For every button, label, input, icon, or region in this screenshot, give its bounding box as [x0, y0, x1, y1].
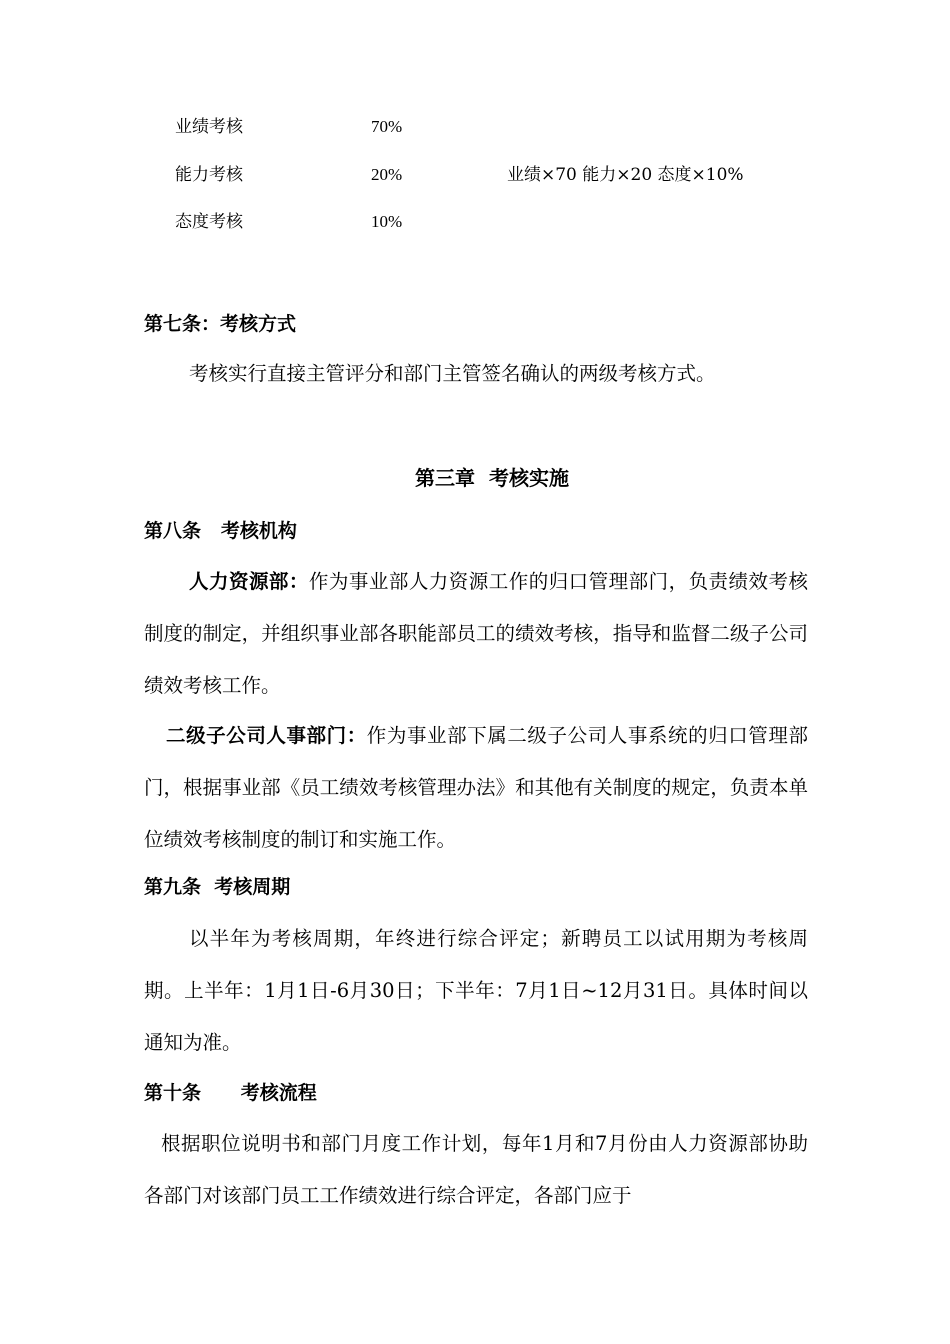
article-9-body: 以半年为考核周期，年终进行综合评定；新聘员工以试用期为考核周期。上半年：1月1日-6月30日；下半年：7月1日~12月31日。具体时间以通知为准。 [144, 927, 808, 1054]
weight-percent: 10% [371, 212, 403, 231]
article-7-body: 考核实行直接主管评分和部门主管签名确认的两级考核方式。 [189, 362, 716, 385]
article-10-body: 根据职位说明书和部门月度工作计划，每年1月和7月份由人力资源部协助各部门对该部门员工工作绩效进行综合评定，各部门应于 [144, 1132, 808, 1207]
subsidiary-hr-lead: 二级子公司人事部门： [166, 724, 367, 747]
weight-formula: 业绩×70 能力×20 态度×10% [507, 165, 744, 185]
weight-name: 态度考核 [175, 212, 243, 232]
weight-row-attitude [0, 207, 950, 237]
chapter-3-title: 第三章 考核实施 [415, 466, 569, 490]
article-10-title: 第十条 考核流程 [144, 1082, 317, 1104]
article-9-title: 第九条 考核周期 [144, 876, 291, 898]
weight-name: 业绩考核 [175, 117, 243, 137]
weight-row-ability [0, 160, 950, 190]
article-8-subsidiary-paragraph [144, 710, 808, 866]
article-8-title: 第八条 考核机构 [144, 520, 297, 542]
weight-row-performance [0, 112, 950, 142]
weight-percent: 20% [371, 165, 403, 184]
hr-department-lead: 人力资源部： [189, 570, 309, 593]
weight-name: 能力考核 [175, 165, 243, 185]
article-8-hr-paragraph [144, 556, 808, 712]
weight-percent: 70% [371, 117, 403, 136]
hr-department-text: 作为事业部人力资源工作的归口管理部门，负责绩效考核制度的制定，并组织事业部各职能部员工的绩效考核，指导和监督二级子公司绩效考核工作。 [144, 570, 808, 697]
subsidiary-hr-text: 作为事业部下属二级子公司人事系统的归口管理部门，根据事业部《员工绩效考核管理办法》和其他有关制度的规定，负责本单位绩效考核制度的制订和实施工作。 [144, 724, 808, 851]
article-7-title: 第七条：考核方式 [144, 313, 297, 335]
